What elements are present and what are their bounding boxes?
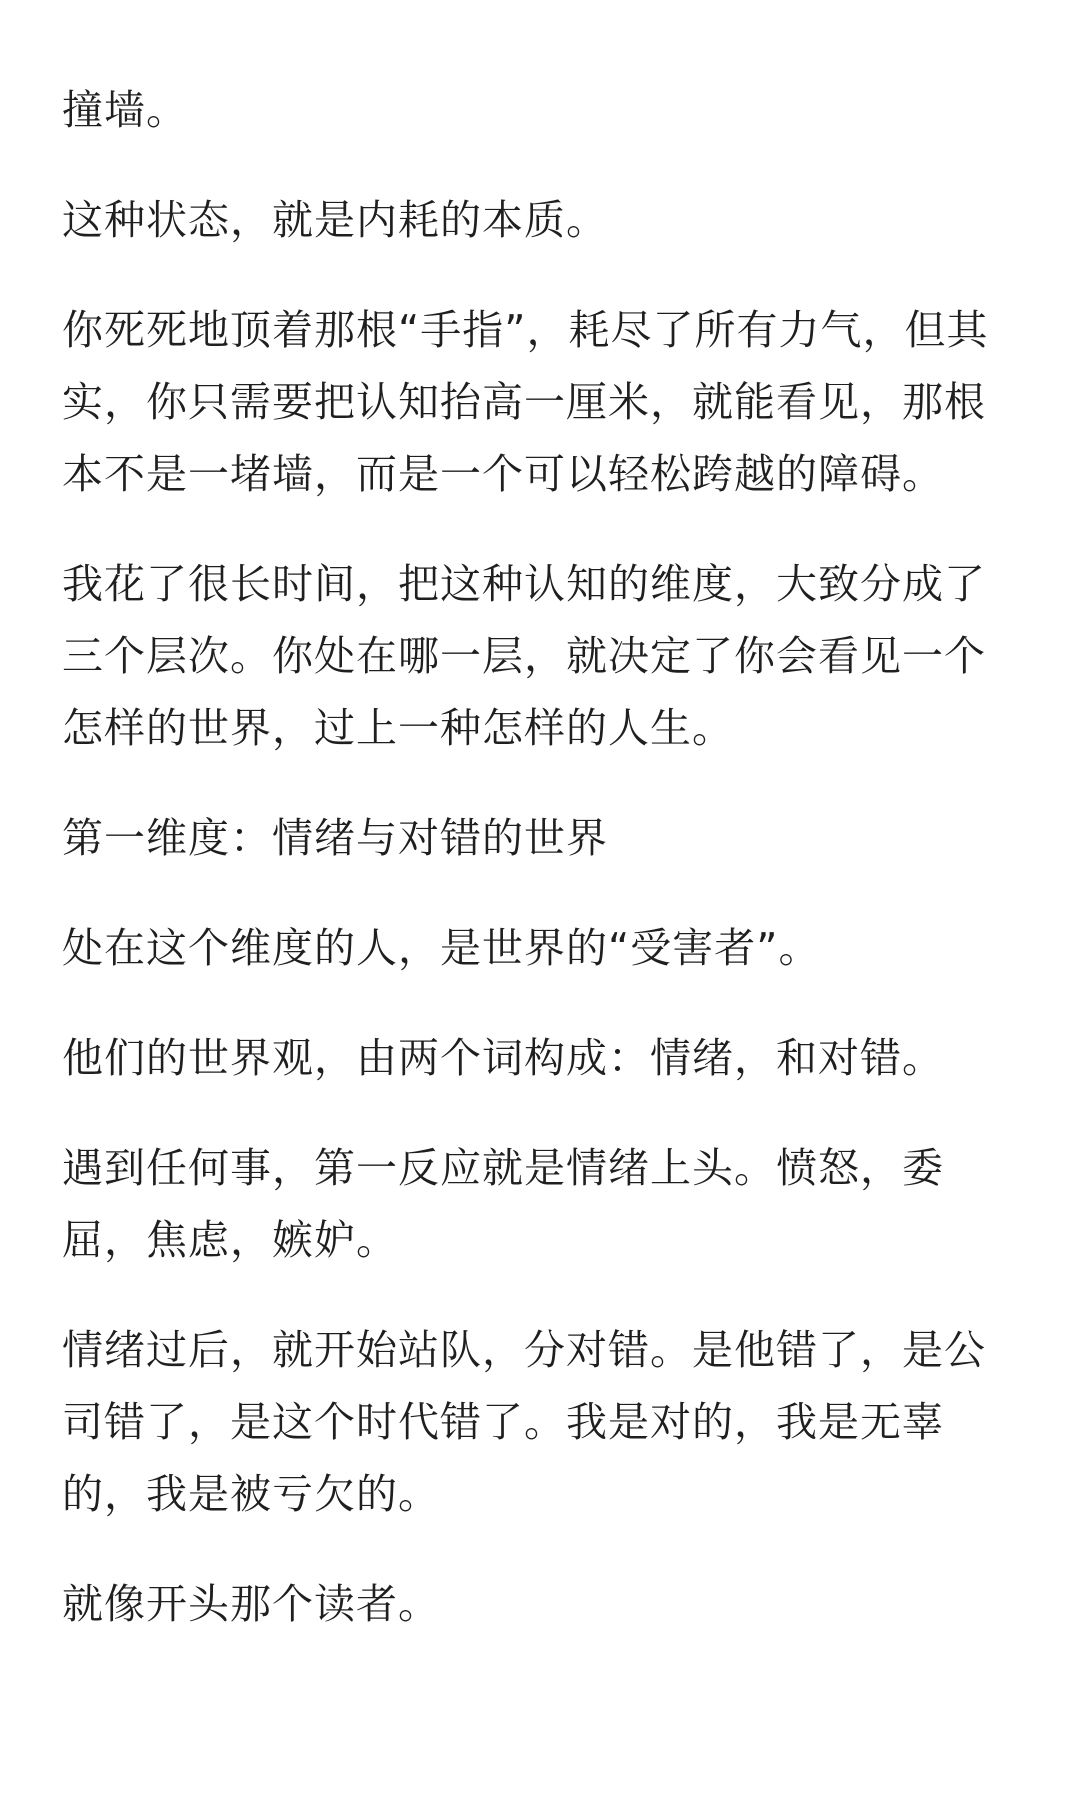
text-line: 三个层次。你处在哪一层，就决定了你会看见一个 (62, 632, 986, 680)
paragraph (62, 1568, 1032, 1640)
text-line: 第一维度：情绪与对错的世界 (62, 814, 608, 862)
paragraph (62, 1132, 1032, 1276)
text-line: 撞墙。 (62, 86, 188, 134)
text-line: 实，你只需要把认知抬高一厘米，就能看见，那根 (62, 378, 986, 426)
text-line: 本不是一堵墙，而是一个可以轻松跨越的障碍。 (62, 450, 944, 498)
text-line: 他们的世界观，由两个词构成：情绪，和对错。 (62, 1034, 944, 1082)
text-line: 你死死地顶着那根“手指”，耗尽了所有力气，但其 (62, 306, 989, 354)
text-line: 屈，焦虑，嫉妒。 (62, 1216, 398, 1264)
text-line: 这种状态，就是内耗的本质。 (62, 196, 608, 244)
section-heading (62, 802, 1032, 874)
text-line: 遇到任何事，第一反应就是情绪上头。愤怒，委 (62, 1144, 944, 1192)
text-line: 怎样的世界，过上一种怎样的人生。 (62, 704, 734, 752)
paragraph (62, 912, 1032, 984)
text-line: 情绪过后，就开始站队，分对错。是他错了，是公 (62, 1326, 986, 1374)
text-line: 的，我是被亏欠的。 (62, 1470, 440, 1518)
text-line: 司错了，是这个时代错了。我是对的，我是无辜 (62, 1398, 944, 1446)
paragraph (62, 548, 1032, 764)
paragraph (62, 1314, 1032, 1530)
paragraph (62, 1022, 1032, 1094)
text-line: 我花了很长时间，把这种认知的维度，大致分成了 (62, 560, 986, 608)
text-line: 处在这个维度的人，是世界的“受害者”。 (62, 924, 821, 972)
text-line: 就像开头那个读者。 (62, 1580, 440, 1628)
paragraph (62, 184, 1032, 256)
article-body (62, 74, 1032, 1678)
paragraph (62, 74, 1032, 146)
paragraph (62, 294, 1032, 510)
